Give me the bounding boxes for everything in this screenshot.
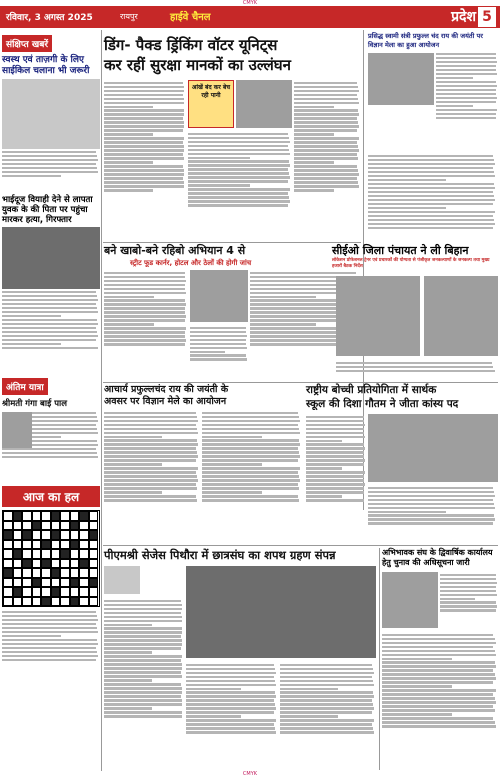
page-header [0, 6, 500, 28]
cmyk-mark-top: CMYK [242, 0, 258, 6]
story3-headline: सीईओ जिला पंचायत ने ली बिहान [332, 244, 469, 257]
main-story-col3 [294, 80, 360, 240]
column-rule [101, 30, 102, 771]
story5-headline-line2: स्कूल की दिशा गौतम ने जीता कांस्य पद [306, 397, 459, 410]
header-section: प्रदेश [451, 9, 476, 25]
right-headline: प्रसिद्ध स्वामी संत्री प्रफुल्ल चंद राय की जयंती पर विज्ञान मेला का हुआ आयोजन [368, 32, 483, 49]
right-column [364, 32, 498, 265]
story2-headline: बने खाबो-बने रहिबो अभियान 4 से [104, 244, 246, 257]
main-headline-line1: डिंग- पैक्ड ड्रिंकिंग वॉटर यूनिट्स [104, 36, 278, 54]
right-body-col1 [368, 155, 498, 265]
photo-cycling [2, 79, 100, 149]
photo-oath-ceremony [186, 566, 376, 658]
main-story-col1 [104, 80, 186, 240]
crossword-grid [2, 510, 100, 607]
tribute-tag: अंतिम यात्रा [2, 378, 48, 395]
photo-student-portrait [104, 566, 140, 594]
section-rule [103, 242, 361, 243]
story4-col2 [202, 410, 302, 542]
story3-subhead: लोकेशन प्रोफेशनल ट्रेनर एवं प्रचारकों की योग्यता से पंजीकृत जनकल्याणों के जनकल्प तथा मुख्य हजारों बैठक निर्देश [332, 258, 490, 269]
main-headline [104, 35, 362, 75]
page-number: 5 [478, 7, 496, 27]
story5-headline-line1: राष्ट्रीय बोच्ची प्रतियोगिता में सार्थक [306, 384, 437, 396]
story4-headline [104, 384, 304, 408]
story5-col1 [306, 414, 366, 542]
story2-subhead: स्ट्रीट फूड कार्नर, होटल और ठेलों की होगी जांच [130, 259, 252, 267]
main-headline-line2: कर रहीं सुरक्षा मानकों का उल्लंघन [104, 56, 292, 74]
photo-panchayat-hall [424, 276, 498, 356]
left-item2-body [2, 291, 100, 375]
story6-headline: पीएमश्री सेजेस पिथौरा में छात्रसंघ का शपथ ग्रहण संपन्न [104, 548, 336, 562]
story3-body [336, 360, 498, 382]
left-item2-headline: भाईदूज वियाही देने से लापता युवक के की पिता पर पहुंचा मारकर हत्या, गिरफ्तार [2, 195, 93, 225]
puzzle-title: आज का हल [2, 486, 100, 507]
photo-water-bottles [236, 80, 292, 128]
story7-col2 [440, 572, 498, 628]
header-date: रविवार, 3 अगस्त 2025 [6, 13, 93, 23]
header-city: रायपुर [120, 12, 138, 21]
story4-headline-line1: आचार्य प्रफुल्लचंद राय की जयंती के [104, 384, 229, 395]
photo-bocce-winner [368, 414, 498, 482]
story2-col1 [104, 270, 188, 380]
photo-police [2, 227, 100, 289]
section-rule [103, 382, 498, 383]
column-rule [379, 548, 380, 770]
story4-col1 [104, 410, 200, 542]
photo-food-inspection [190, 270, 248, 322]
photo-parents-union [382, 572, 438, 628]
story6-col3 [280, 662, 376, 768]
photo-science-fair [368, 53, 434, 105]
header-brand: हाईवे चैनल [170, 12, 211, 23]
left-item1-body [2, 151, 100, 193]
story2-col2 [190, 325, 248, 380]
cmyk-mark-bottom: CMYK [242, 771, 258, 777]
story6-col2 [186, 662, 278, 768]
story7-headline: अभिभावक संघ के द्विवार्षिक कार्यालय हेतु चुनाव की अधिसूचना जारी [382, 548, 493, 567]
puzzle-clues [2, 611, 100, 685]
left-column [2, 32, 100, 685]
left-item1-headline: स्वस्थ एवं ताज़गी के लिए साईकिल चलाना भी जरूरी [2, 55, 90, 76]
story5-col2 [368, 485, 498, 542]
main-story-col2 [188, 131, 292, 241]
short-news-tag: संक्षिप्त खबरें [2, 35, 52, 52]
right-body-col2 [436, 53, 498, 153]
tribute-name: श्रीमती गंगा बाई पाल [2, 399, 68, 409]
story6-col1 [104, 598, 184, 768]
tribute-photo [2, 412, 32, 448]
section-rule [103, 545, 498, 546]
story7-body [382, 632, 498, 768]
main-story-badge: आंखें बंद कर बेच रही पानी [188, 80, 234, 128]
story5-headline [306, 384, 498, 411]
photo-panchayat-meeting [336, 276, 420, 356]
story4-headline-line2: अवसर पर विज्ञान मेले का आयोजन [104, 396, 227, 407]
